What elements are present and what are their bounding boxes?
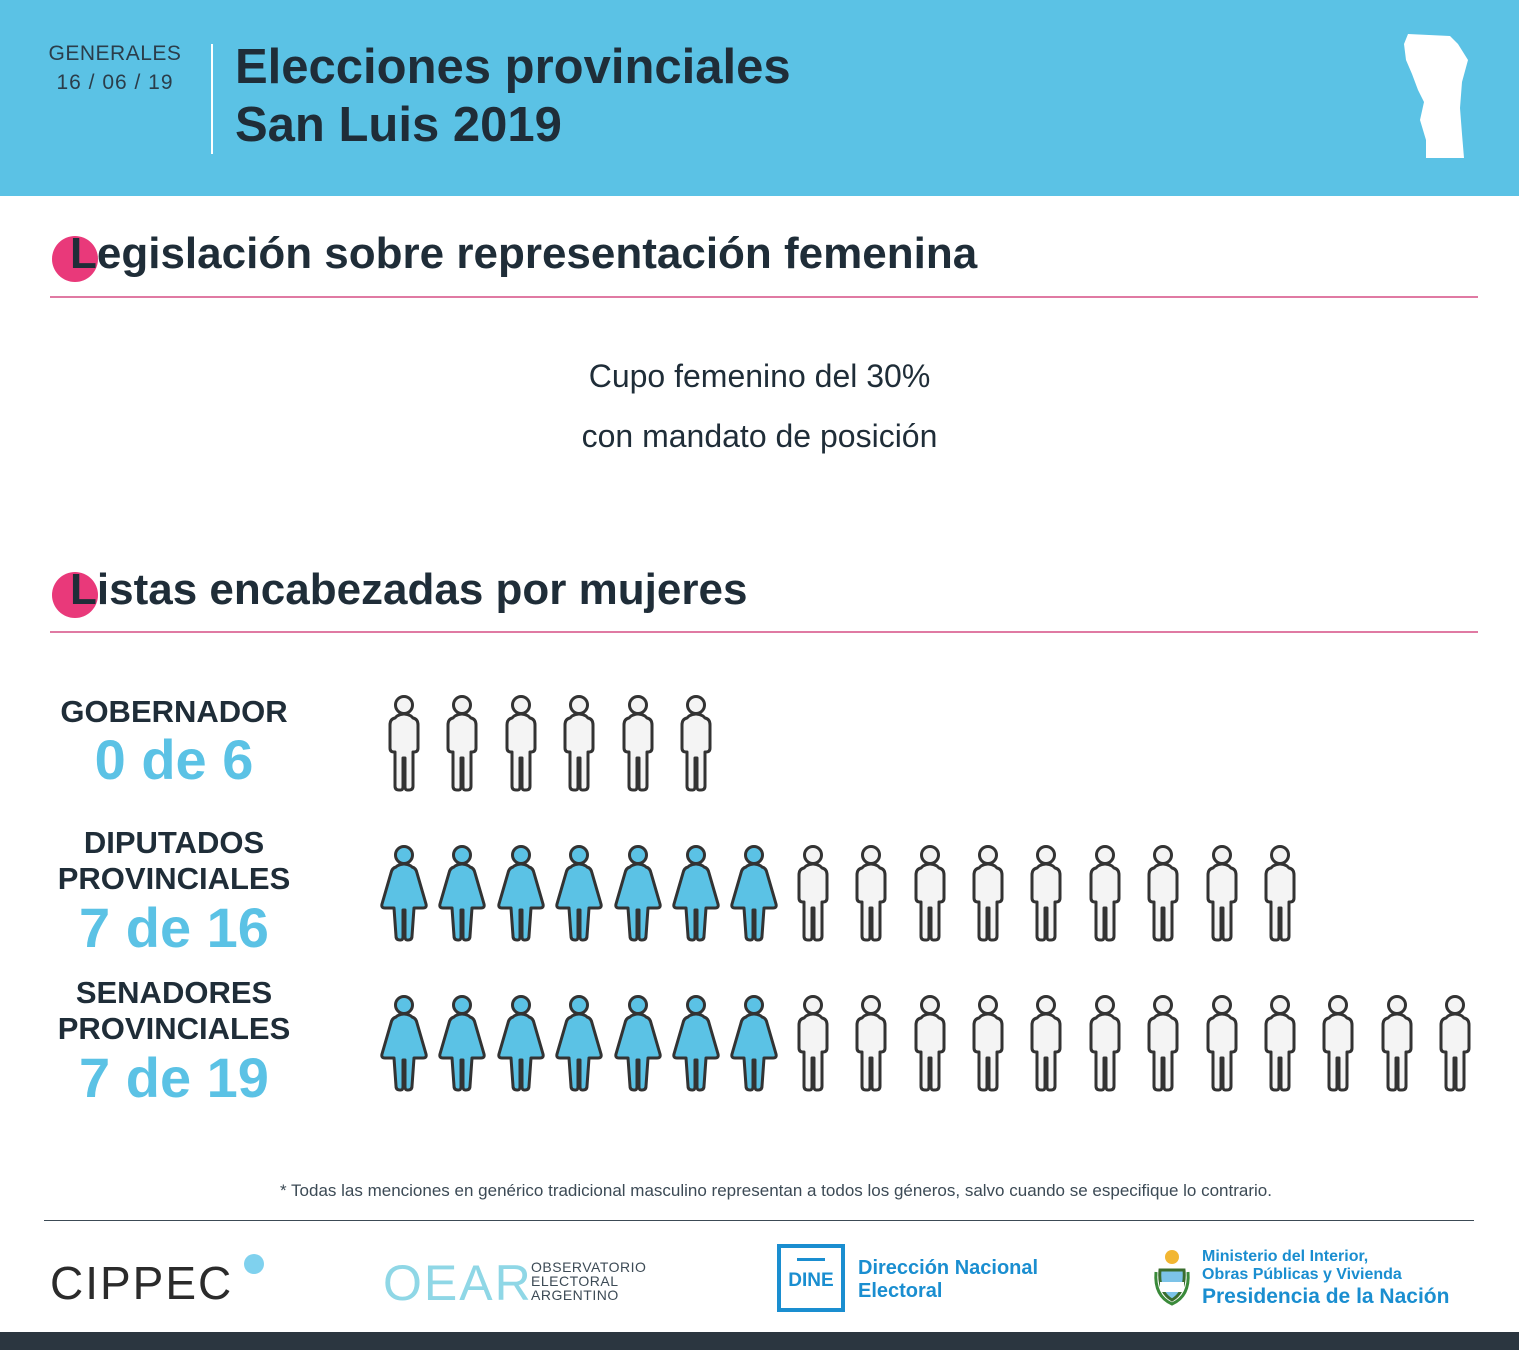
man-figure-icon (551, 694, 607, 794)
legislation-title-initial: L (70, 229, 97, 278)
man-figure-icon (902, 844, 958, 944)
man-figure-icon (843, 844, 899, 944)
lists-title-rest: istas encabezadas por mujeres (96, 565, 748, 614)
quota-line2: con mandato de posición (581, 418, 938, 454)
oear-line2: ELECTORAL (531, 1273, 619, 1289)
oear-line1: OBSERVATORIO (531, 1259, 647, 1275)
deputies-label-line2: PROVINCIALES (57, 861, 291, 896)
cippec-logo: CIPPEC (50, 1257, 234, 1309)
dine-mark: DINE (788, 1270, 834, 1291)
man-figure-icon (902, 994, 958, 1094)
bottom-bar (0, 1332, 1519, 1350)
dine-bar (797, 1258, 825, 1261)
quota-line1: Cupo femenino del 30% (588, 358, 931, 394)
woman-figure-icon (434, 994, 490, 1094)
man-figure-icon (1369, 994, 1425, 1094)
man-figure-icon (1252, 994, 1308, 1094)
dine-name-line1: Dirección Nacional (858, 1257, 1039, 1279)
cippec-badge-icon (244, 1254, 264, 1274)
woman-figure-icon (434, 844, 490, 944)
section-divider (50, 631, 1478, 633)
man-figure-icon (843, 994, 899, 1094)
oear-line3: ARGENTINO (531, 1287, 619, 1303)
man-figure-icon (493, 694, 549, 794)
legislation-title-rest: egislación sobre representación femenina (96, 229, 978, 278)
senators-label-line2: PROVINCIALES (57, 1011, 291, 1046)
oear-logo: OEAR (383, 1255, 533, 1311)
lists-section-title (50, 564, 747, 616)
man-figure-icon (1018, 994, 1074, 1094)
senators-label-line1: SENADORES (75, 975, 273, 1010)
election-date: 16 / 06 / 19 (56, 71, 174, 94)
man-figure-icon (1252, 844, 1308, 944)
woman-figure-icon (551, 994, 607, 1094)
woman-figure-icon (376, 844, 432, 944)
woman-figure-icon (668, 844, 724, 944)
woman-figure-icon (493, 844, 549, 944)
man-figure-icon (1135, 994, 1191, 1094)
woman-figure-icon (376, 994, 432, 1094)
woman-figure-icon (493, 994, 549, 1094)
man-figure-icon (785, 994, 841, 1094)
woman-figure-icon (551, 844, 607, 944)
woman-figure-icon (668, 994, 724, 1094)
man-figure-icon (376, 694, 432, 794)
dine-name-line2: Electoral (858, 1280, 943, 1302)
election-kind: GENERALES (48, 42, 182, 65)
woman-figure-icon (726, 994, 782, 1094)
footer-divider (44, 1220, 1474, 1221)
argentina-coat-of-arms-icon (1152, 1248, 1192, 1306)
governor-label: GOBERNADOR (60, 694, 288, 729)
page-title-line1: Elecciones provinciales (235, 40, 791, 94)
governor-count: 0 de 6 (94, 728, 254, 791)
lists-title-initial: L (70, 565, 97, 614)
ministry-line2: Obras Públicas y Vivienda (1202, 1266, 1402, 1283)
man-figure-icon (610, 694, 666, 794)
man-figure-icon (1310, 994, 1366, 1094)
man-figure-icon (960, 844, 1016, 944)
man-figure-icon (960, 994, 1016, 1094)
man-figure-icon (1077, 994, 1133, 1094)
man-figure-icon (1194, 844, 1250, 944)
page-title (235, 38, 791, 154)
ministry-line1: Ministerio del Interior, (1202, 1248, 1369, 1265)
dine-logo (777, 1244, 845, 1312)
man-figure-icon (785, 844, 841, 944)
man-figure-icon (1018, 844, 1074, 944)
deputies-label-line1: DIPUTADOS (83, 825, 265, 860)
section-divider (50, 296, 1478, 298)
woman-figure-icon (610, 994, 666, 1094)
header-divider (211, 44, 213, 154)
man-figure-icon (1194, 994, 1250, 1094)
man-figure-icon (434, 694, 490, 794)
man-figure-icon (1077, 844, 1133, 944)
senators-count: 7 de 19 (79, 1046, 269, 1109)
ministry-line3: Presidencia de la Nación (1202, 1285, 1450, 1308)
san-luis-map-icon (1400, 30, 1472, 162)
man-figure-icon (668, 694, 724, 794)
woman-figure-icon (610, 844, 666, 944)
header-banner (0, 0, 1519, 196)
man-figure-icon (1135, 844, 1191, 944)
deputies-count: 7 de 16 (79, 896, 269, 959)
legislation-section-title (50, 228, 977, 280)
footnote: * Todas las menciones en genérico tradicional masculino representan a todos los géneros, salvo cuando se especifique lo contrario. (280, 1181, 1272, 1200)
woman-figure-icon (726, 844, 782, 944)
man-figure-icon (1427, 994, 1483, 1094)
page-title-line2: San Luis 2019 (235, 98, 562, 152)
